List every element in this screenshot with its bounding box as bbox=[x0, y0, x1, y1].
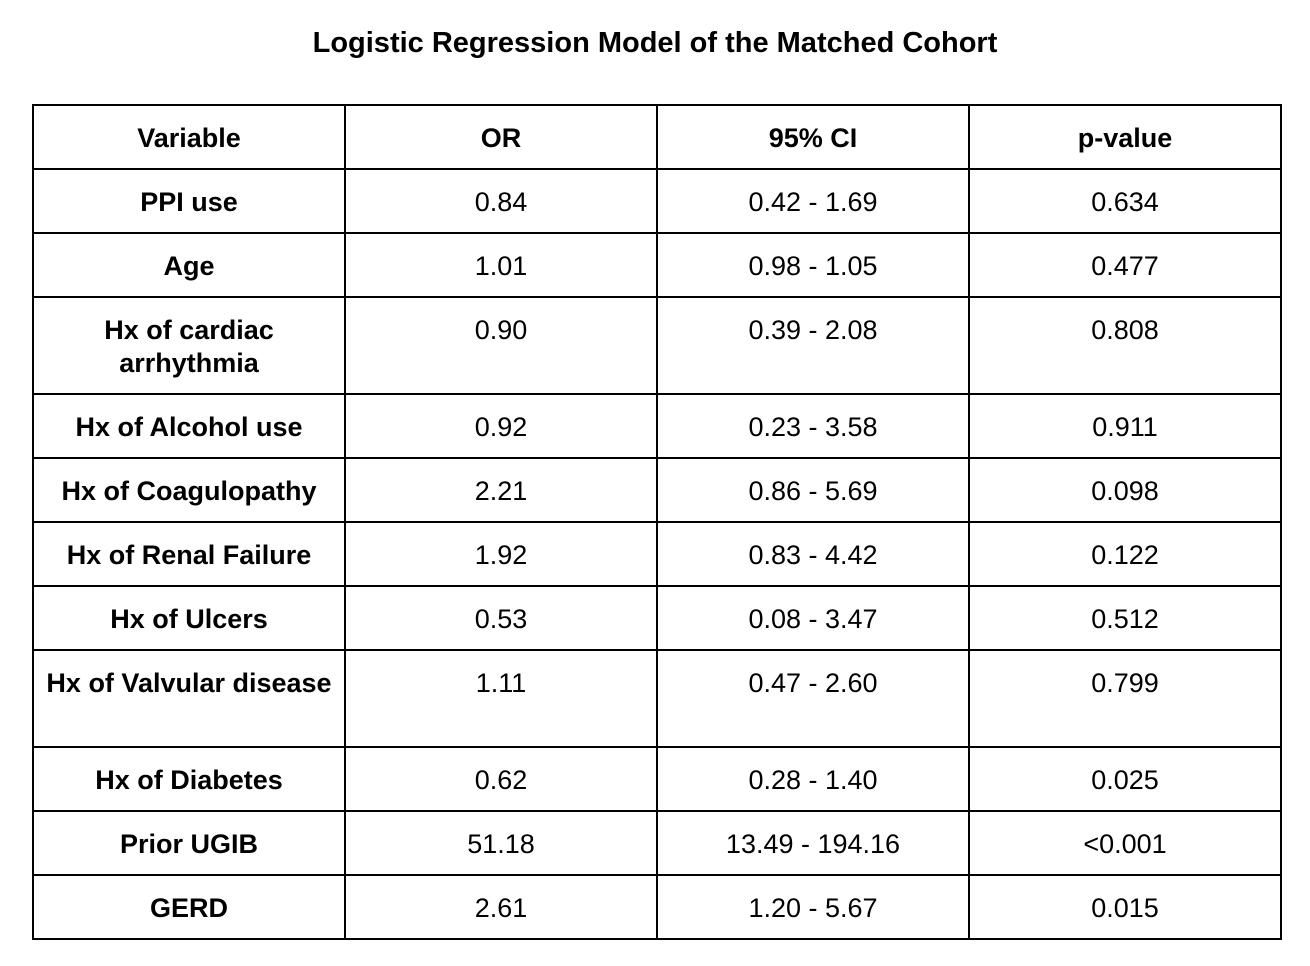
variable-cell: Hx of Diabetes bbox=[33, 747, 345, 811]
variable-cell: Prior UGIB bbox=[33, 811, 345, 875]
p-value-cell: 0.015 bbox=[969, 875, 1281, 939]
p-value-cell: 0.477 bbox=[969, 233, 1281, 297]
table-row bbox=[33, 458, 1281, 522]
table-title: Logistic Regression Model of the Matched Cohort bbox=[312, 27, 998, 59]
or-cell: 0.62 bbox=[345, 747, 657, 811]
variable-cell: Age bbox=[33, 233, 345, 297]
ci-cell: 0.28 - 1.40 bbox=[657, 747, 969, 811]
ci-cell: 0.83 - 4.42 bbox=[657, 522, 969, 586]
header-ci: 95% CI bbox=[657, 105, 969, 169]
ci-cell: 0.98 - 1.05 bbox=[657, 233, 969, 297]
table-row bbox=[33, 233, 1281, 297]
ci-cell: 0.08 - 3.47 bbox=[657, 586, 969, 650]
p-value-cell: 0.911 bbox=[969, 394, 1281, 458]
table-row bbox=[33, 522, 1281, 586]
or-cell: 0.53 bbox=[345, 586, 657, 650]
p-value-cell: 0.122 bbox=[969, 522, 1281, 586]
table-row bbox=[33, 586, 1281, 650]
p-value-cell: 0.512 bbox=[969, 586, 1281, 650]
p-value-cell: 0.098 bbox=[969, 458, 1281, 522]
variable-cell: Hx of Alcohol use bbox=[33, 394, 345, 458]
or-cell: 51.18 bbox=[345, 811, 657, 875]
ci-cell: 0.23 - 3.58 bbox=[657, 394, 969, 458]
or-cell: 0.90 bbox=[345, 297, 657, 394]
p-value-cell: 0.799 bbox=[969, 650, 1281, 747]
p-value-cell: 0.634 bbox=[969, 169, 1281, 233]
or-cell: 2.21 bbox=[345, 458, 657, 522]
or-cell: 1.11 bbox=[345, 650, 657, 747]
p-value-cell: 0.808 bbox=[969, 297, 1281, 394]
header-or: OR bbox=[345, 105, 657, 169]
or-cell: 0.92 bbox=[345, 394, 657, 458]
variable-cell: Hx of Coagulopathy bbox=[33, 458, 345, 522]
variable-cell: Hx of Valvular disease bbox=[33, 650, 345, 747]
table-row bbox=[33, 650, 1281, 747]
variable-cell: Hx of Ulcers bbox=[33, 586, 345, 650]
ci-cell: 0.47 - 2.60 bbox=[657, 650, 969, 747]
ci-cell: 0.86 - 5.69 bbox=[657, 458, 969, 522]
variable-cell: PPI use bbox=[33, 169, 345, 233]
or-cell: 2.61 bbox=[345, 875, 657, 939]
table-row bbox=[33, 394, 1281, 458]
p-value-cell: <0.001 bbox=[969, 811, 1281, 875]
variable-cell: Hx of Renal Failure bbox=[33, 522, 345, 586]
ci-cell: 0.42 - 1.69 bbox=[657, 169, 969, 233]
table-row bbox=[33, 875, 1281, 939]
header-variable: Variable bbox=[33, 105, 345, 169]
table-row bbox=[33, 169, 1281, 233]
or-cell: 1.92 bbox=[345, 522, 657, 586]
or-cell: 1.01 bbox=[345, 233, 657, 297]
p-value-cell: 0.025 bbox=[969, 747, 1281, 811]
table-row bbox=[33, 811, 1281, 875]
or-cell: 0.84 bbox=[345, 169, 657, 233]
variable-cell: GERD bbox=[33, 875, 345, 939]
table-row bbox=[33, 297, 1281, 394]
ci-cell: 1.20 - 5.67 bbox=[657, 875, 969, 939]
header-row bbox=[33, 105, 1281, 169]
table-row bbox=[33, 747, 1281, 811]
ci-cell: 0.39 - 2.08 bbox=[657, 297, 969, 394]
regression-table bbox=[32, 104, 1282, 940]
header-p-value: p-value bbox=[969, 105, 1281, 169]
ci-cell: 13.49 - 194.16 bbox=[657, 811, 969, 875]
variable-cell: Hx of cardiac arrhythmia bbox=[33, 297, 345, 394]
